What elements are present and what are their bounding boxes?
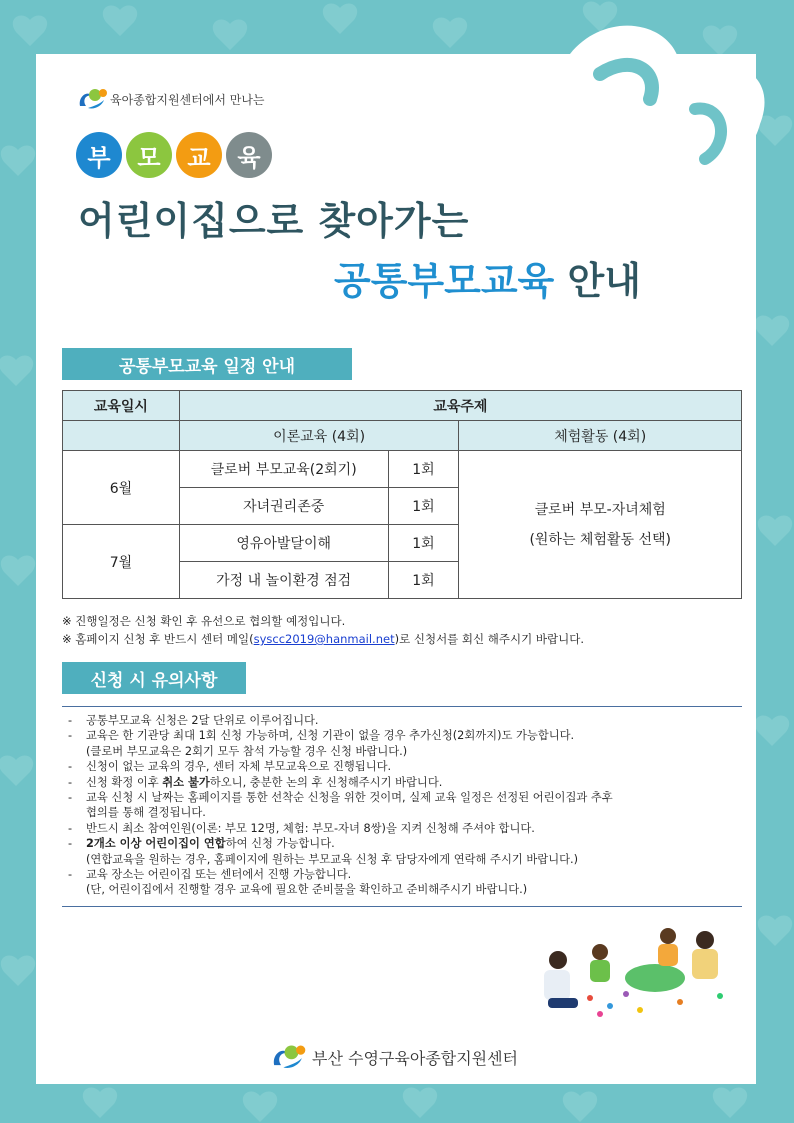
list-item: - 신청이 없는 교육의 경우, 센터 자체 부모교육으로 진행됩니다. [68,760,392,774]
center-logo-top [76,86,265,112]
footer-logo [268,1042,518,1072]
month-cell: 7월 [63,525,180,599]
page-title-line1: 어린이집으로 찾아가는 [78,199,470,243]
family-illustration [530,918,740,1028]
center-logo-icon [268,1042,308,1072]
count-cell: 1회 [388,525,459,562]
experience-line2: (원하는 체험활동 선택) [529,531,671,548]
badge-char-3: 교 [176,132,222,178]
count-cell: 1회 [388,451,459,488]
schedule-notes [62,612,584,648]
schedule-table [62,390,742,599]
experience-line1: 클로버 부모-자녀체험 [534,501,666,518]
note-2 [62,630,584,648]
header-topic: 교육주제 [179,391,741,421]
list-item: - 반드시 최소 참여인원(이론: 부모 12명, 체험: 부모-자녀 8쌍)을 지켜 신청해 주셔야 합니다. [68,821,535,835]
list-item-continuation: (단, 어린이집에서 진행할 경우 교육에 필요한 준비물을 확인하고 준비해주시기 바랍니다.) [86,883,528,897]
list-item: - 교육 장소는 어린이집 또는 센터에서 진행 가능합니다. [68,868,352,882]
list-item: - 2개소 이상 어린이집이 연합하여 신청 가능합니다. [68,837,335,851]
header-theory: 이론교육 (4회) [179,421,459,451]
header-date: 교육일시 [63,391,180,421]
topic-cell: 클로버 부모교육(2회기) [179,451,388,488]
title-highlight: 공통부모교육 [334,259,555,303]
topic-cell: 자녀권리존중 [179,488,388,525]
badge-char-1: 부 [76,132,122,178]
list-item-continuation: (연합교육을 원하는 경우, 홈페이지에 원하는 부모교육 신청 후 담당자에게 연락해 주시기 바랍니다.) [86,852,579,866]
list-item: - 교육 신청 시 날짜는 홈페이지를 통한 선착순 신청을 위한 것이며, 실제 교육 일정은 선정된 어린이집과 추후 [68,791,613,805]
list-item: - 공통부모교육 신청은 2달 단위로 이루어집니다. [68,714,319,727]
count-cell: 1회 [388,562,459,599]
parent-education-badges [76,132,272,178]
count-cell: 1회 [388,488,459,525]
header-date-blank [63,421,180,451]
list-item-continuation: 협의를 통해 결정됩니다. [86,806,206,820]
header-experience: 체험활동 (4회) [459,421,742,451]
schedule-section-header: 공통부모교육 일정 안내 [62,348,352,380]
note-2-suffix: )로 신청서를 회신 해주시기 바랍니다. [394,632,584,646]
center-logo-icon [76,86,108,112]
note-1: ※ 진행일정은 신청 확인 후 유선으로 협의할 예정입니다. [62,614,346,628]
topic-cell: 영유아발달이해 [179,525,388,562]
list-item: - 교육은 한 기관당 최대 1회 신청 가능하며, 신청 기관이 없을 경우 추가신청(2회까지)도 가능합니다. [68,729,575,743]
month-cell: 6월 [63,451,180,525]
list-item: - 신청 확정 이후 취소 불가하오니, 충분한 논의 후 신청해주시기 바랍니다. [68,775,443,789]
experience-cell [459,451,742,599]
table-row [63,451,742,488]
page-title-line2 [334,250,641,305]
org-intro-text: 육아종합지원센터에서 만나는 [110,92,265,107]
badge-char-4: 육 [226,132,272,178]
notice-list [62,706,742,907]
list-item-continuation: (클로버 부모교육은 2회기 모두 참석 가능할 경우 신청 바랍니다.) [86,744,408,758]
notice-section-header: 신청 시 유의사항 [62,662,246,694]
title-rest: 안내 [554,259,641,303]
email-link[interactable]: syscc2019@hanmail.net [253,632,395,646]
ribbon-decoration [480,14,780,254]
badge-char-2: 모 [126,132,172,178]
topic-cell: 가정 내 놀이환경 점검 [179,562,388,599]
footer-org-name: 부산 수영구육아종합지원센터 [312,1048,519,1068]
note-2-prefix: ※ 홈페이지 신청 후 반드시 센터 메일( [62,632,254,646]
